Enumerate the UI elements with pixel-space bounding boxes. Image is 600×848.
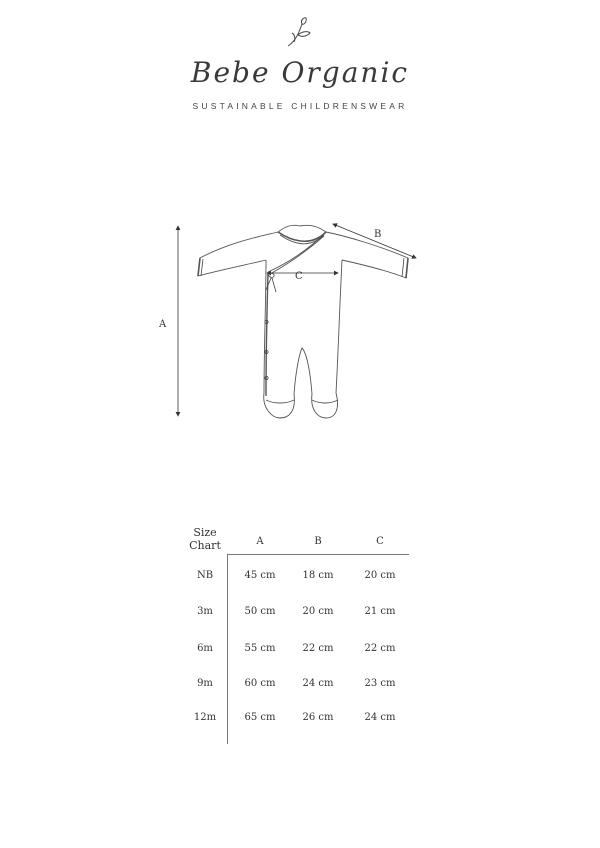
leaf-icon [282, 16, 318, 52]
table-cell: 23 cm [364, 678, 396, 689]
table-cell: 65 cm [244, 712, 276, 723]
column-header-c: C [376, 536, 384, 547]
dimension-c-label: C [295, 271, 303, 282]
table-cell: 18 cm [302, 570, 334, 581]
size-chart-table [180, 524, 410, 744]
table-vertical-rule [227, 554, 228, 744]
table-cell: 22 cm [364, 643, 396, 654]
brand-tagline: SUSTAINABLE CHILDRENSWEAR [192, 101, 408, 111]
size-chart-title-line2: Chart [189, 539, 221, 552]
table-horizontal-rule [227, 554, 409, 555]
size-chart-title-line1: Size [193, 526, 217, 539]
table-cell: 50 cm [244, 606, 276, 617]
row-size-label: 12m [193, 712, 217, 723]
row-size-label: 3m [197, 606, 213, 617]
romper-diagram [150, 218, 430, 424]
dimension-a-label: A [159, 319, 167, 330]
table-cell: 22 cm [302, 643, 334, 654]
table-cell: 20 cm [364, 570, 396, 581]
table-cell: 24 cm [364, 712, 396, 723]
row-size-label: 9m [197, 678, 213, 689]
column-header-a: A [256, 536, 264, 547]
brand-name: Bebe Organic [190, 56, 410, 89]
size-chart-title [180, 526, 230, 552]
column-header-b: B [314, 536, 322, 547]
table-cell: 60 cm [244, 678, 276, 689]
dimension-b-label: B [374, 229, 382, 240]
table-cell: 55 cm [244, 643, 276, 654]
table-cell: 24 cm [302, 678, 334, 689]
row-size-label: NB [196, 570, 214, 581]
row-size-label: 6m [197, 643, 213, 654]
table-cell: 45 cm [244, 570, 276, 581]
table-cell: 26 cm [302, 712, 334, 723]
table-cell: 21 cm [364, 606, 396, 617]
romper-outline [198, 225, 408, 418]
table-cell: 20 cm [302, 606, 334, 617]
